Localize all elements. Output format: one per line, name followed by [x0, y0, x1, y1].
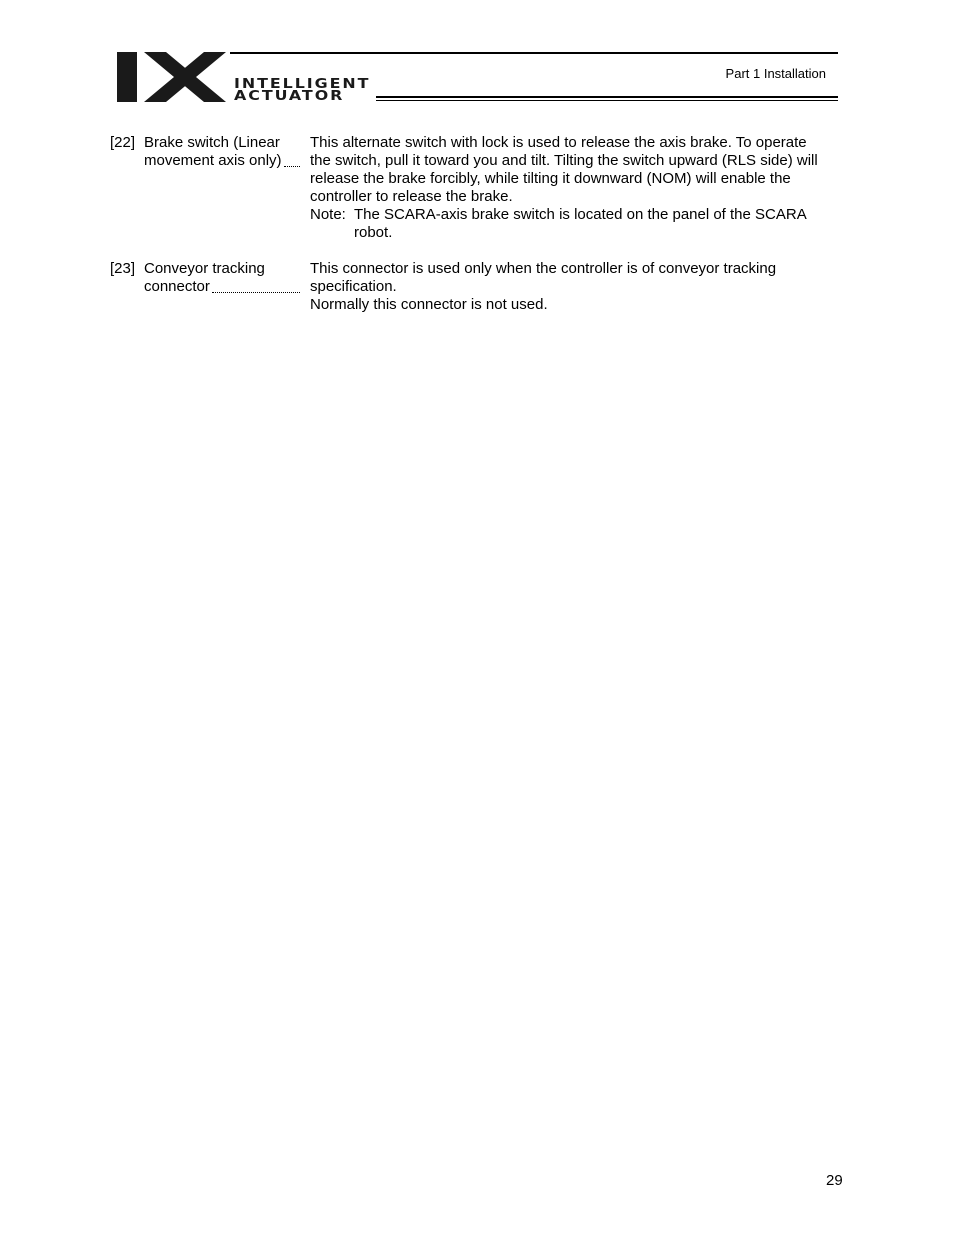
header-rule-bottom-thin: [376, 100, 838, 101]
page-number: 29: [826, 1172, 843, 1189]
description-line: release the brake forcibly, while tilting it downward (NOM) will enable the: [310, 170, 791, 187]
entry-title: [144, 134, 300, 170]
section-label: Part 1 Installation: [725, 66, 826, 81]
header-rule-bottom: [376, 96, 838, 98]
entry-title-line-leader: [144, 278, 300, 296]
page-header: [0, 0, 954, 110]
description-line: the switch, pull it toward you and tilt. Tilting the switch upward (RLS side) will: [310, 152, 818, 169]
description-line: This alternate switch with lock is used to release the axis brake. To operate: [310, 134, 807, 151]
entry-title-line: connector: [144, 278, 210, 295]
entry-title-line: Brake switch (Linear: [144, 134, 280, 151]
brand-name-line-2: ACTUATOR: [234, 89, 345, 104]
ix-logo: [114, 50, 228, 104]
entry-title-line-leader: [144, 152, 300, 170]
description-line: This connector is used only when the controller is of conveyor tracking: [310, 260, 777, 277]
entry-description: [310, 134, 850, 242]
note: [310, 206, 850, 242]
entry-description: [310, 260, 850, 314]
dotted-leader: [284, 166, 300, 167]
description-line: specification.: [310, 278, 397, 295]
entry-number: [22]: [110, 134, 136, 151]
note-line: The SCARA-axis brake switch is located on the panel of the SCARA: [354, 206, 807, 223]
entry-number: [23]: [110, 260, 136, 277]
brand-name-line-1: INTELLIGENT: [234, 77, 371, 92]
note-text: [354, 206, 850, 242]
description-line: controller to release the brake.: [310, 188, 513, 205]
entry-title: [144, 260, 300, 296]
dotted-leader: [212, 292, 300, 293]
description-line: Normally this connector is not used.: [310, 296, 548, 313]
entry-title-line: movement axis only): [144, 152, 282, 169]
note-label: Note:: [310, 206, 346, 223]
header-rule-top: [230, 52, 838, 54]
entry-title-line: Conveyor tracking: [144, 260, 265, 277]
note-line: robot.: [354, 224, 393, 241]
